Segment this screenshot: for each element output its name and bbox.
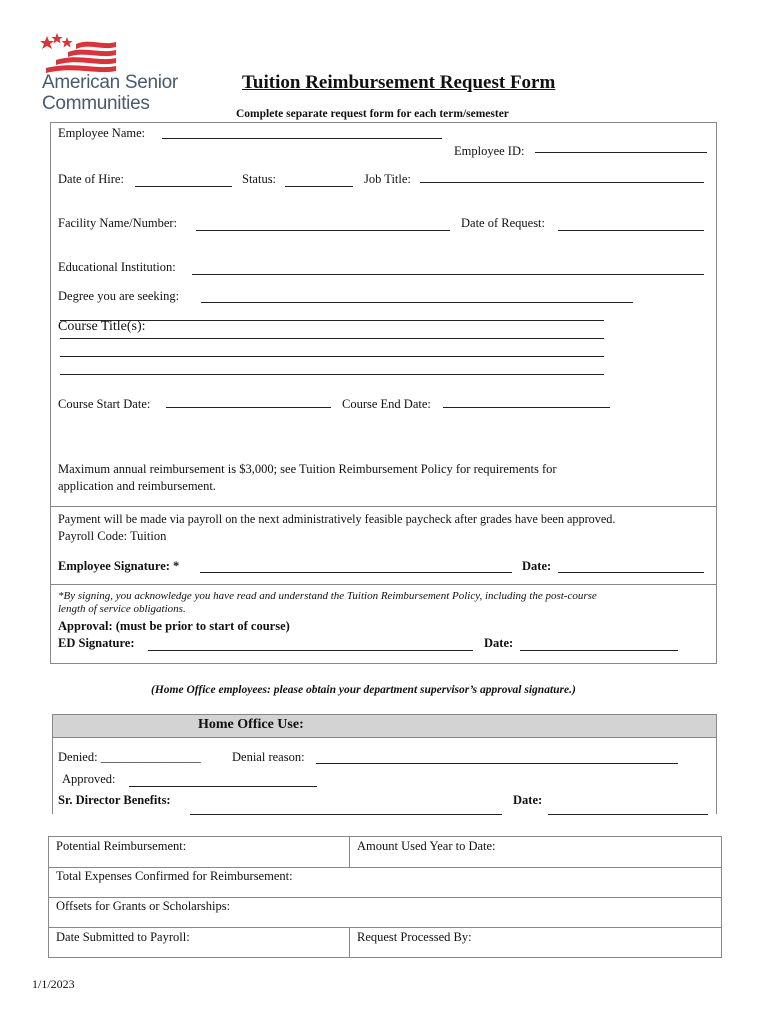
amount-used-cell[interactable]: Amount Used Year to Date: (357, 839, 496, 853)
sr-director-date-label: Date: (513, 793, 543, 807)
home-office-header (52, 714, 717, 738)
date-of-hire-label: Date of Hire: (58, 172, 124, 186)
sr-director-signature-field[interactable] (190, 814, 502, 815)
employee-signature-date-field[interactable] (558, 572, 704, 573)
status-label: Status: (242, 172, 277, 186)
course-start-label: Course Start Date: (58, 397, 151, 411)
logo-line-1: American Senior (42, 72, 178, 93)
course-title-line-2[interactable] (60, 356, 604, 357)
degree-label: Degree you are seeking: (58, 289, 180, 303)
employee-id-label: Employee ID: (454, 144, 525, 158)
ed-signature-date-field[interactable] (520, 650, 678, 651)
home-office-note: (Home Office employees: please obtain your department supervisor’s approval signature.) (151, 684, 576, 696)
date-of-hire-field[interactable] (135, 186, 232, 187)
page-title: Tuition Reimbursement Request Form (242, 72, 556, 93)
course-end-label: Course End Date: (342, 397, 431, 411)
institution-field[interactable] (192, 274, 704, 275)
payment-notice: Payment will be made via payroll on the next administratively feasible paycheck after grades have been approved. (58, 512, 616, 526)
total-expenses-cell[interactable]: Total Expenses Confirmed for Reimbursement: (56, 869, 293, 883)
sr-director-label: Sr. Director Benefits: (58, 793, 171, 807)
employee-name-label: Employee Name: (58, 126, 146, 140)
status-field[interactable] (285, 186, 353, 187)
date-submitted-cell[interactable]: Date Submitted to Payroll: (56, 930, 190, 944)
ed-signature-field[interactable] (148, 650, 473, 651)
employee-signature-date-label: Date: (522, 559, 552, 573)
degree-field[interactable] (201, 302, 633, 303)
footer-date: 1/1/2023 (32, 977, 75, 991)
course-title-line-3[interactable] (60, 374, 604, 375)
max-reimbursement-line-1: Maximum annual reimbursement is $3,000; see Tuition Reimbursement Policy for requirements for (58, 462, 557, 476)
offsets-cell[interactable]: Offsets for Grants or Scholarships: (56, 899, 231, 913)
facility-label: Facility Name/Number: (58, 216, 178, 230)
logo-line-2: Communities (42, 93, 150, 114)
employee-name-field[interactable] (162, 138, 442, 139)
approval-label: Approval: (must be prior to start of course) (58, 619, 290, 633)
max-reimbursement-line-2: application and reimbursement. (58, 479, 216, 493)
job-title-field[interactable] (420, 182, 704, 183)
denied-label: Denied: ________________ (58, 750, 201, 764)
processed-by-cell[interactable]: Request Processed By: (357, 930, 472, 944)
date-of-request-label: Date of Request: (461, 216, 546, 230)
payroll-code: Payroll Code: Tuition (58, 529, 167, 543)
course-end-field[interactable] (443, 407, 610, 408)
employee-id-field[interactable] (535, 152, 707, 153)
sr-director-date-field[interactable] (548, 814, 708, 815)
employee-section (50, 122, 717, 664)
ed-signature-date-label: Date: (484, 636, 514, 650)
facility-field[interactable] (196, 230, 450, 231)
ed-signature-label: ED Signature: (58, 636, 135, 650)
institution-label: Educational Institution: (58, 260, 176, 274)
potential-reimbursement-cell[interactable]: Potential Reimbursement: (56, 839, 187, 853)
page-subtitle: Complete separate request form for each term/semester (236, 108, 509, 120)
denial-reason-label: Denial reason: (232, 750, 305, 764)
approved-field[interactable] (129, 786, 317, 787)
acknowledgement-line-1: *By signing, you acknowledge you have read and understand the Tuition Reimbursement Policy, including the post-course (58, 590, 597, 602)
course-start-field[interactable] (166, 407, 331, 408)
approved-label: Approved: (62, 772, 116, 786)
denial-reason-field[interactable] (316, 763, 678, 764)
company-logo (36, 30, 196, 114)
employee-signature-label: Employee Signature: * (58, 559, 180, 573)
job-title-label: Job Title: (364, 172, 411, 186)
home-office-heading: Home Office Use: (198, 717, 304, 732)
date-of-request-field[interactable] (558, 230, 704, 231)
acknowledgement-line-2: length of service obligations. (58, 603, 186, 615)
course-titles-label: Course Title(s): (58, 319, 146, 334)
course-title-line-1[interactable] (60, 338, 604, 339)
employee-signature-field[interactable] (200, 572, 512, 573)
